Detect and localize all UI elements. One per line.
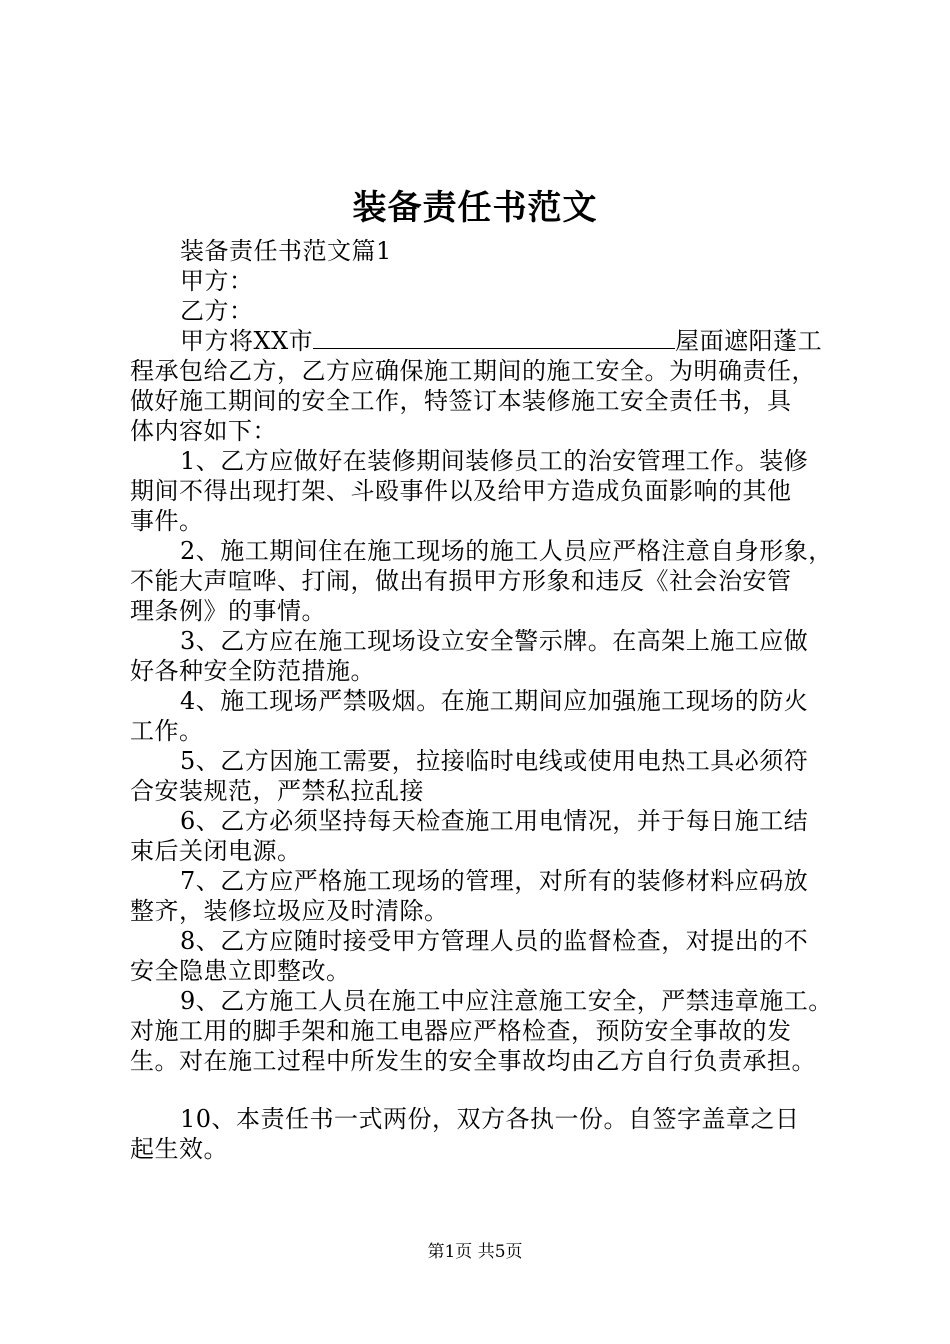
page-footer: 第1页 共5页 xyxy=(427,1242,523,1262)
text-line: 10、本责任书一式两份，双方各执一份。自签字盖章之日 xyxy=(180,1105,800,1133)
text-line: 整齐，装修垃圾应及时清除。 xyxy=(130,897,449,925)
text-segment: 屋面遮阳蓬工 xyxy=(675,327,823,355)
text-line: 体内容如下： xyxy=(130,417,277,445)
text-segment: 甲方将XX市 xyxy=(180,327,314,355)
text-line: 期间不得出现打架、斗殴事件以及给甲方造成负面影响的其他 xyxy=(130,477,792,505)
text-line: 5、乙方因施工需要，拉接临时电线或使用电热工具必须符 xyxy=(180,747,809,775)
text-line: 4、施工现场严禁吸烟。在施工期间应加强施工现场的防火 xyxy=(180,687,809,715)
text-line: 甲方： xyxy=(180,267,254,295)
text-line: 1、乙方应做好在装修期间装修员工的治安管理工作。装修 xyxy=(180,447,809,475)
paragraph-gap xyxy=(130,1076,850,1104)
text-line: 3、乙方应在施工现场设立安全警示牌。在高架上施工应做 xyxy=(180,627,809,655)
text-line: 合安装规范，严禁私拉乱接 xyxy=(130,777,424,805)
text-line: 对施工用的脚手架和施工电器应严格检查，预防安全事故的发 xyxy=(130,1017,792,1045)
text-line: 7、乙方应严格施工现场的管理，对所有的装修材料应码放 xyxy=(180,867,809,895)
document-title: 装备责任书范文 xyxy=(352,188,598,228)
text-line: 生。对在施工过程中所发生的安全事故均由乙方自行负责承担。 xyxy=(130,1047,816,1075)
document-body xyxy=(130,236,850,1164)
text-line: 做好施工期间的安全工作，特签订本装修施工安全责任书，具 xyxy=(130,387,792,415)
text-line: 装备责任书范文篇1 xyxy=(180,237,392,265)
text-line: 好各种安全防范措施。 xyxy=(130,657,375,685)
text-line xyxy=(130,326,850,356)
text-line: 8、乙方应随时接受甲方管理人员的监督检查，对提出的不 xyxy=(180,927,809,955)
text-line: 工作。 xyxy=(130,717,204,745)
text-line: 事件。 xyxy=(130,507,204,535)
text-line: 6、乙方必须坚持每天检查施工用电情况，并于每日施工结 xyxy=(180,807,809,835)
text-line: 束后关闭电源。 xyxy=(130,837,302,865)
text-line: 9、乙方施工人员在施工中应注意施工安全，严禁违章施工。 xyxy=(180,987,833,1015)
fill-in-blank xyxy=(313,326,675,349)
text-line: 起生效。 xyxy=(130,1135,228,1163)
text-line: 安全隐患立即整改。 xyxy=(130,957,351,985)
text-line: 乙方： xyxy=(180,297,254,325)
text-line: 理条例》的事情。 xyxy=(130,597,326,625)
text-line: 2、施工期间住在施工现场的施工人员应严格注意自身形象， xyxy=(180,537,833,565)
text-line: 程承包给乙方，乙方应确保施工期间的施工安全。为明确责任， xyxy=(130,357,816,385)
text-line: 不能大声喧哗、打闹，做出有损甲方形象和违反《社会治安管 xyxy=(130,567,792,595)
